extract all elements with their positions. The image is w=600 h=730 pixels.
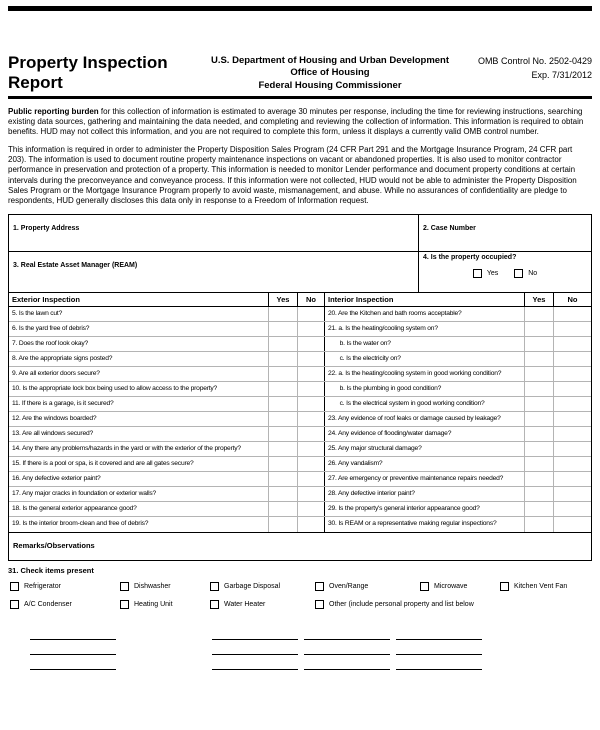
- dishwasher-item: [118, 582, 208, 591]
- water-heater-item: [208, 600, 313, 609]
- write-in-line-row: [8, 655, 592, 670]
- exterior-no-cell[interactable]: [298, 502, 325, 516]
- check-items-label: 31. Check items present: [8, 565, 94, 575]
- case-number-label: 2. Case Number: [423, 224, 476, 232]
- interior-no-cell[interactable]: [554, 472, 591, 486]
- interior-no-cell[interactable]: [554, 502, 591, 516]
- exterior-no-header: No: [298, 293, 325, 306]
- exterior-no-cell[interactable]: [298, 322, 325, 336]
- exterior-yes-cell[interactable]: [269, 307, 298, 321]
- exterior-yes-cell[interactable]: [269, 442, 298, 456]
- exterior-question-cell: 6. Is the yard free of debris?: [9, 322, 269, 336]
- interior-no-cell[interactable]: [554, 382, 591, 396]
- interior-no-header: No: [567, 294, 578, 304]
- exterior-no-cell[interactable]: [298, 412, 325, 426]
- exterior-no-cell[interactable]: [298, 307, 325, 321]
- write-in-line[interactable]: [304, 640, 390, 655]
- exterior-question-cell: 19. Is the interior broom-clean and free of debris?: [9, 517, 269, 532]
- exterior-question-cell: 16. Any defective exterior paint?: [9, 472, 269, 486]
- exterior-yes-cell[interactable]: [269, 457, 298, 471]
- heating-unit-label: Heating Unit: [134, 600, 173, 608]
- occupied-no-option: [514, 269, 537, 278]
- interior-yes-cell[interactable]: [525, 502, 554, 516]
- top-black-bar: [8, 6, 592, 11]
- interior-question-cell: b. Is the plumbing in good condition?: [325, 382, 525, 396]
- interior-question-cell: 27. Are emergency or preventive maintenance repairs needed?: [325, 472, 525, 486]
- exterior-yes-cell[interactable]: [269, 337, 298, 351]
- agency-office: Office of Housing: [290, 67, 370, 79]
- agency-heading: [205, 53, 455, 92]
- page-title-line2: Report: [8, 72, 63, 92]
- ac-condenser-item: [8, 600, 118, 609]
- page-title: [8, 53, 198, 92]
- interior-question-cell: 21. a. Is the heating/cooling system on?: [325, 322, 525, 336]
- interior-yes-cell[interactable]: [525, 397, 554, 411]
- inspection-row: [9, 472, 591, 487]
- interior-yes-cell[interactable]: [525, 427, 554, 441]
- interior-no-cell[interactable]: [554, 457, 591, 471]
- exterior-yes-cell[interactable]: [269, 397, 298, 411]
- inspection-row: [9, 397, 591, 412]
- inspection-table-header: [9, 293, 591, 307]
- agency-department: U.S. Department of Housing and Urban Development: [210, 55, 450, 66]
- write-in-line[interactable]: [396, 640, 482, 655]
- ac-condenser-label: A/C Condenser: [24, 600, 72, 608]
- interior-yes-cell[interactable]: [525, 472, 554, 486]
- exterior-no-cell[interactable]: [298, 472, 325, 486]
- interior-no-cell[interactable]: [554, 412, 591, 426]
- inspection-row: [9, 307, 591, 322]
- check-items-section: [8, 566, 592, 670]
- exterior-yes-cell[interactable]: [269, 367, 298, 381]
- exterior-no-cell[interactable]: [298, 457, 325, 471]
- exterior-yes-cell[interactable]: [269, 487, 298, 501]
- interior-question-cell: 23. Any evidence of roof leaks or damage caused by leakage?: [325, 412, 525, 426]
- interior-inspection-header: Interior Inspection: [325, 293, 525, 306]
- exterior-question-cell: 14. Any there any problems/hazards in the yard or with the exterior of the property?: [9, 442, 269, 456]
- exterior-yes-cell[interactable]: [269, 352, 298, 366]
- inspection-row: [9, 487, 591, 502]
- microwave-item: [418, 582, 498, 591]
- interior-question-cell: 26. Any vandalism?: [325, 457, 525, 471]
- kitchen-vent-fan-item: [498, 582, 592, 591]
- interior-yes-cell[interactable]: [525, 382, 554, 396]
- interior-question-cell: 20. Are the Kitchen and bath rooms acceptable?: [325, 307, 525, 321]
- exterior-no-cell[interactable]: [298, 487, 325, 501]
- inspection-row: [9, 502, 591, 517]
- write-in-line-row: [8, 625, 592, 640]
- interior-no-cell[interactable]: [554, 442, 591, 456]
- write-in-line-row: [8, 640, 592, 655]
- property-address-label: 1. Property Address: [13, 224, 80, 232]
- occupied-field: [419, 252, 591, 292]
- exterior-question-cell: 8. Are the appropriate signs posted?: [9, 352, 269, 366]
- interior-no-cell[interactable]: [554, 487, 591, 501]
- write-in-line[interactable]: [304, 625, 390, 640]
- refrigerator-checkbox[interactable]: [10, 582, 19, 591]
- form-row-2: [9, 252, 591, 293]
- remarks-area[interactable]: [9, 532, 591, 560]
- exterior-question-cell: 10. Is the appropriate lock box being used to allow access to the property?: [9, 382, 269, 396]
- exterior-question-cell: 7. Does the roof look okay?: [9, 337, 269, 351]
- exterior-yes-cell[interactable]: [269, 502, 298, 516]
- property-address-field[interactable]: [9, 215, 419, 251]
- write-in-line[interactable]: [212, 640, 298, 655]
- interior-question-cell: c. Is the electrical system in good working condition?: [325, 397, 525, 411]
- check-items-row-1: [8, 580, 592, 593]
- occupied-yes-option: [473, 269, 498, 278]
- inspection-row: [9, 442, 591, 457]
- kitchen-vent-fan-checkbox[interactable]: [500, 582, 509, 591]
- kitchen-vent-fan-label: Kitchen Vent Fan: [514, 582, 568, 590]
- ream-label: 3. Real Estate Asset Manager (REAM): [13, 261, 138, 269]
- inspection-row: [9, 322, 591, 337]
- inspection-row: [9, 382, 591, 397]
- exterior-no-cell[interactable]: [298, 397, 325, 411]
- agency-commissioner: Federal Housing Commissioner: [258, 79, 402, 91]
- other-item: [313, 600, 592, 609]
- exterior-yes-cell[interactable]: [269, 412, 298, 426]
- interior-no-cell[interactable]: [554, 352, 591, 366]
- interior-yes-header: Yes: [525, 293, 554, 306]
- interior-no-cell[interactable]: [554, 427, 591, 441]
- header-divider-rule: [8, 96, 592, 99]
- other-checkbox[interactable]: [315, 600, 324, 609]
- water-heater-checkbox[interactable]: [210, 600, 219, 609]
- interior-question-cell: 28. Any defective interior paint?: [325, 487, 525, 501]
- write-in-line[interactable]: [396, 625, 482, 640]
- interior-yes-cell[interactable]: [525, 457, 554, 471]
- occupied-yes-checkbox[interactable]: [473, 269, 482, 278]
- inspection-row: [9, 517, 591, 532]
- exterior-question-cell: 12. Are the windows boarded?: [9, 412, 269, 426]
- interior-question-cell: 24. Any evidence of flooding/water damage?: [325, 427, 525, 441]
- form-body: [8, 214, 592, 561]
- heating-unit-checkbox[interactable]: [120, 600, 129, 609]
- remarks-label: Remarks/Observations: [13, 540, 95, 550]
- interior-no-cell[interactable]: [554, 322, 591, 336]
- dishwasher-label: Dishwasher: [134, 582, 171, 590]
- refrigerator-label: Refrigerator: [24, 582, 61, 590]
- inspection-row: [9, 367, 591, 382]
- exterior-question-cell: 18. Is the general exterior appearance good?: [9, 502, 269, 516]
- exterior-yes-header: Yes: [269, 293, 298, 306]
- omb-info: [462, 53, 592, 82]
- expiration-date: Exp. 7/31/2012: [531, 69, 592, 80]
- write-in-line[interactable]: [212, 655, 298, 670]
- ac-condenser-checkbox[interactable]: [10, 600, 19, 609]
- interior-yes-cell[interactable]: [525, 412, 554, 426]
- exterior-no-cell[interactable]: [298, 517, 325, 532]
- garbage-disposal-checkbox[interactable]: [210, 582, 219, 591]
- case-number-field[interactable]: [419, 215, 591, 251]
- check-items-row-2: [8, 598, 592, 611]
- exterior-yes-cell[interactable]: [269, 427, 298, 441]
- occupied-no-label: No: [528, 269, 538, 277]
- garbage-disposal-item: [208, 582, 313, 591]
- page-title-line1: Property Inspection: [8, 53, 168, 72]
- other-label: Other (include personal property and list below: [329, 600, 474, 608]
- exterior-no-cell[interactable]: [298, 442, 325, 456]
- oven-range-label: Oven/Range: [329, 582, 369, 590]
- exterior-no-cell[interactable]: [298, 337, 325, 351]
- write-in-line[interactable]: [30, 625, 116, 640]
- interior-question-cell: c. Is the electricity on?: [325, 352, 525, 366]
- interior-no-cell[interactable]: [554, 517, 591, 532]
- interior-question-cell: 22. a. Is the heating/cooling system in good working condition?: [325, 367, 525, 381]
- occupied-no-checkbox[interactable]: [514, 269, 523, 278]
- exterior-question-cell: 17. Any major cracks in foundation or exterior walls?: [9, 487, 269, 501]
- microwave-checkbox[interactable]: [420, 582, 429, 591]
- exterior-question-cell: 13. Are all windows secured?: [9, 427, 269, 441]
- write-in-lines: [8, 625, 592, 670]
- write-in-line[interactable]: [212, 625, 298, 640]
- burden-notice-lead: Public reporting burden: [8, 107, 99, 117]
- garbage-disposal-label: Garbage Disposal: [224, 582, 281, 590]
- oven-range-checkbox[interactable]: [315, 582, 324, 591]
- interior-yes-cell[interactable]: [525, 307, 554, 321]
- microwave-label: Microwave: [434, 582, 468, 590]
- interior-yes-cell[interactable]: [525, 352, 554, 366]
- ream-field[interactable]: [9, 252, 419, 292]
- interior-yes-cell[interactable]: [525, 487, 554, 501]
- interior-yes-cell[interactable]: [525, 517, 554, 532]
- exterior-question-cell: 9. Are all exterior doors secure?: [9, 367, 269, 381]
- omb-control-number: OMB Control No. 2502-0429: [477, 56, 592, 66]
- write-in-line[interactable]: [30, 640, 116, 655]
- exterior-no-cell[interactable]: [298, 352, 325, 366]
- form-header: [8, 53, 592, 92]
- write-in-line[interactable]: [30, 655, 116, 670]
- occupied-options: [423, 269, 587, 278]
- purpose-notice: This information is required in order to administer the Property Disposition Sales Program (24 CFR Part 291 and the Mortgage Insurance Program, 24 CFR part 203). The information is used to document routine property maintenance inspections on vacant or abandoned properties. It is also used to monitor contractor performance in preservation and protection of a property. This information is needed to monitor Lender performance and document property conditions at certain intervals during the preconveyance and conveyance process. If this information were not collected, HUD would not be able to administer the Property Disposition Sales Program or the Mortgage Insurance Program properly to avoid waste, mismanagement, and abuse. While no assurances of confidentiality are pledge to respondents, HUD generally discloses this data only in response to a Freedom of Information request.: [8, 145, 577, 205]
- interior-no-cell[interactable]: [554, 337, 591, 351]
- interior-no-cell[interactable]: [554, 397, 591, 411]
- exterior-question-cell: 5. Is the lawn cut?: [9, 307, 269, 321]
- interior-yes-cell[interactable]: [525, 367, 554, 381]
- refrigerator-item: [8, 582, 118, 591]
- interior-question-cell: 25. Any major structural damage?: [325, 442, 525, 456]
- inspection-row: [9, 427, 591, 442]
- exterior-no-cell[interactable]: [298, 367, 325, 381]
- interior-question-cell: 29. Is the property's general interior appearance good?: [325, 502, 525, 516]
- oven-range-item: [313, 582, 418, 591]
- write-in-line[interactable]: [304, 655, 390, 670]
- interior-question-cell: b. Is the water on?: [325, 337, 525, 351]
- exterior-yes-cell[interactable]: [269, 322, 298, 336]
- burden-notice: [8, 107, 592, 137]
- interior-question-cell: 30. Is REAM or a representative making regular inspections?: [325, 517, 525, 532]
- water-heater-label: Water Heater: [224, 600, 266, 608]
- inspection-row: [9, 352, 591, 367]
- exterior-yes-cell[interactable]: [269, 517, 298, 532]
- write-in-line[interactable]: [396, 655, 482, 670]
- dishwasher-checkbox[interactable]: [120, 582, 129, 591]
- inspection-row: [9, 412, 591, 427]
- interior-no-cell[interactable]: [554, 307, 591, 321]
- exterior-no-cell[interactable]: [298, 427, 325, 441]
- exterior-question-cell: 15. If there is a pool or spa, is it covered and are all gates secure?: [9, 457, 269, 471]
- occupied-question-label: 4. Is the property occupied?: [423, 253, 517, 261]
- exterior-yes-cell[interactable]: [269, 472, 298, 486]
- burden-notice-body: for this collection of information is estimated to average 30 minutes per response, including the time for reviewing instructions, searching existing data sources, gathering and maintaining the data needed, and completing and reviewing the collection of information. This information is required to obtain benefits. HUD may not collect this information, and you are not required to complete this form, unless it displays a currently valid OMB control number.: [8, 107, 584, 137]
- interior-yes-cell[interactable]: [525, 322, 554, 336]
- form-row-1: [9, 215, 591, 252]
- exterior-question-cell: 11. If there is a garage, is it secured?: [9, 397, 269, 411]
- interior-yes-cell[interactable]: [525, 337, 554, 351]
- exterior-no-cell[interactable]: [298, 382, 325, 396]
- interior-yes-cell[interactable]: [525, 442, 554, 456]
- inspection-row: [9, 337, 591, 352]
- exterior-yes-cell[interactable]: [269, 382, 298, 396]
- occupied-yes-label: Yes: [486, 269, 499, 277]
- exterior-inspection-header: Exterior Inspection: [9, 293, 269, 306]
- heating-unit-item: [118, 600, 208, 609]
- inspection-row: [9, 457, 591, 472]
- interior-no-cell[interactable]: [554, 367, 591, 381]
